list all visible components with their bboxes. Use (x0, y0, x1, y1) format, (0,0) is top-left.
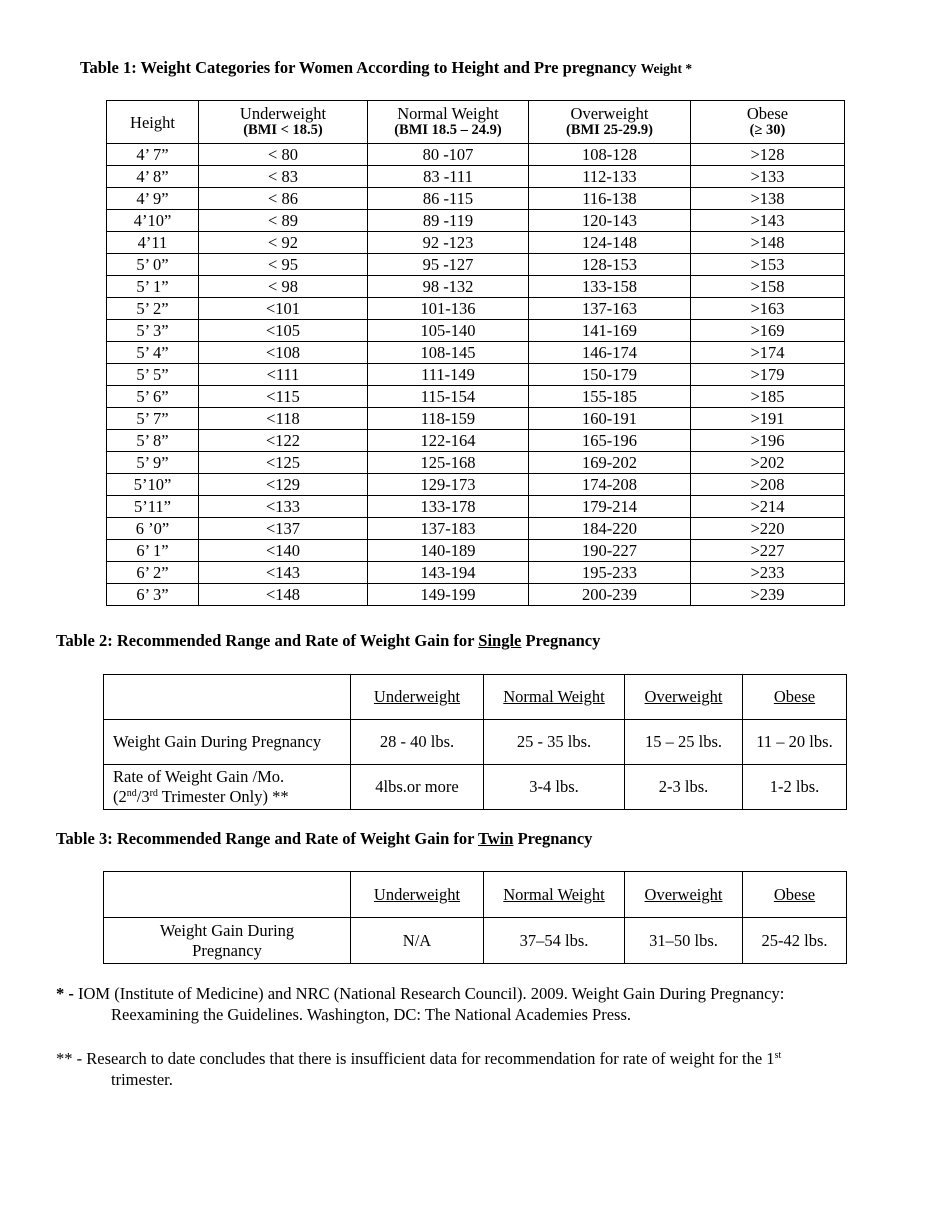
table-cell: <129 (199, 474, 368, 496)
table-cell: 137-183 (368, 518, 529, 540)
table-cell: >179 (691, 364, 845, 386)
table1-header-underweight: Underweight (BMI < 18.5) (199, 101, 368, 144)
table2-cell: 15 – 25 lbs. (625, 720, 743, 765)
table-cell: <122 (199, 430, 368, 452)
table-row (107, 562, 845, 584)
table2-cell: 4lbs.or more (351, 765, 484, 810)
table3-header-underweight: Underweight (351, 872, 484, 918)
footnote-iom (56, 983, 896, 1025)
table3-caption-underlined: Twin (477, 829, 514, 848)
table-cell: 101-136 (368, 298, 529, 320)
footnote-research-line1: ** - Research to date concludes that there is insufficient data for recommendation for rate of weight for the 1 (56, 1049, 775, 1068)
table-cell: 184-220 (529, 518, 691, 540)
table-cell: 143-194 (368, 562, 529, 584)
table-cell: 98 -132 (368, 276, 529, 298)
table-cell: 120-143 (529, 210, 691, 232)
table2-header-obese: Obese (743, 675, 847, 720)
footnote-research-line2: trimester. (111, 1070, 173, 1089)
table2-row-rate (104, 765, 847, 810)
table-cell: 112-133 (529, 166, 691, 188)
table-cell: < 83 (199, 166, 368, 188)
table-cell: <137 (199, 518, 368, 540)
table-row (107, 232, 845, 254)
table-row (107, 188, 845, 210)
table-cell: 165-196 (529, 430, 691, 452)
table-row (107, 364, 845, 386)
table-cell: >174 (691, 342, 845, 364)
table2-cell: 3-4 lbs. (484, 765, 625, 810)
table2-row-weight-gain (104, 720, 847, 765)
table-cell: <140 (199, 540, 368, 562)
table-cell: < 86 (199, 188, 368, 210)
table-cell: 5’11” (107, 496, 199, 518)
table-cell: 160-191 (529, 408, 691, 430)
table-cell: 118-159 (368, 408, 529, 430)
table-cell: <105 (199, 320, 368, 342)
table2-corner-cell (104, 675, 351, 720)
table-cell: 200-239 (529, 584, 691, 606)
single-pregnancy-table (103, 674, 847, 810)
table-cell: <111 (199, 364, 368, 386)
table-cell: >208 (691, 474, 845, 496)
table-cell: <118 (199, 408, 368, 430)
table1-header-overweight: Overweight (BMI 25-29.9) (529, 101, 691, 144)
table-cell: 83 -111 (368, 166, 529, 188)
table-cell: 5’ 6” (107, 386, 199, 408)
footnote-iom-line1: IOM (Institute of Medicine) and NRC (National Research Council). 2009. Weight Gain During Pregnancy: (73, 984, 785, 1003)
table-cell: >227 (691, 540, 845, 562)
table-cell: 105-140 (368, 320, 529, 342)
table-cell: < 95 (199, 254, 368, 276)
table2-header-overweight: Overweight (625, 675, 743, 720)
table1-header-height: Height (107, 101, 199, 144)
table-cell: 5’ 3” (107, 320, 199, 342)
table2-cell: 25 - 35 lbs. (484, 720, 625, 765)
table-cell: >128 (691, 144, 845, 166)
table-cell: 6 ’0” (107, 518, 199, 540)
footnote-research (56, 1048, 896, 1090)
table-cell: < 92 (199, 232, 368, 254)
table3-cell: 37–54 lbs. (484, 918, 625, 964)
table-cell: >233 (691, 562, 845, 584)
table-cell: <148 (199, 584, 368, 606)
table-cell: 4’ 8” (107, 166, 199, 188)
table-row (107, 408, 845, 430)
table-cell: 122-164 (368, 430, 529, 452)
table1-header-normal: Normal Weight (BMI 18.5 – 24.9) (368, 101, 529, 144)
table-cell: 141-169 (529, 320, 691, 342)
table-cell: 195-233 (529, 562, 691, 584)
table-cell: >196 (691, 430, 845, 452)
table-cell: >153 (691, 254, 845, 276)
table-cell: 4’ 9” (107, 188, 199, 210)
weight-categories-table (106, 100, 845, 606)
table-cell: 4’10” (107, 210, 199, 232)
table-cell: 5’ 8” (107, 430, 199, 452)
table-cell: 116-138 (529, 188, 691, 210)
table-cell: <133 (199, 496, 368, 518)
footnote-iom-mark: * - (56, 984, 74, 1003)
table-cell: 86 -115 (368, 188, 529, 210)
table-cell: 124-148 (529, 232, 691, 254)
twin-pregnancy-table (103, 871, 847, 964)
table-cell: 5’ 9” (107, 452, 199, 474)
table2-cell: 28 - 40 lbs. (351, 720, 484, 765)
table-cell: >185 (691, 386, 845, 408)
table-cell: 150-179 (529, 364, 691, 386)
table3-header-overweight: Overweight (625, 872, 743, 918)
table-cell: >163 (691, 298, 845, 320)
table-cell: >191 (691, 408, 845, 430)
table-cell: 115-154 (368, 386, 529, 408)
table1-caption (80, 58, 692, 78)
table-cell: >143 (691, 210, 845, 232)
table-cell: >138 (691, 188, 845, 210)
table-cell: <115 (199, 386, 368, 408)
table-cell: >158 (691, 276, 845, 298)
table-cell: 149-199 (368, 584, 529, 606)
table2-header-underweight: Underweight (351, 675, 484, 720)
table2-caption-post: Pregnancy (521, 631, 601, 650)
table-row (107, 518, 845, 540)
table-cell: 190-227 (529, 540, 691, 562)
table-row (107, 276, 845, 298)
footnote-iom-line2: Reexamining the Guidelines. Washington, DC: The National Academies Press. (111, 1005, 632, 1024)
table2-caption-pre: Table 2: Recommended Range and Rate of Weight Gain for (56, 631, 479, 650)
table2-caption-underlined: Single (478, 631, 522, 650)
table1-header-obese: Obese (≥ 30) (691, 101, 845, 144)
table2-row1-label: Weight Gain During Pregnancy (104, 720, 351, 765)
table-cell: 5’10” (107, 474, 199, 496)
table3-cell: 31–50 lbs. (625, 918, 743, 964)
table2-header-normal: Normal Weight (484, 675, 625, 720)
table1-header-row (107, 101, 845, 144)
table1-caption-main: Table 1: Weight Categories for Women According to Height and Pre pregnancy (80, 58, 637, 77)
table-row (107, 320, 845, 342)
table-cell: 4’ 7” (107, 144, 199, 166)
table-row (107, 474, 845, 496)
table-row (107, 430, 845, 452)
table-cell: 155-185 (529, 386, 691, 408)
table3-corner-cell (104, 872, 351, 918)
table-cell: 128-153 (529, 254, 691, 276)
table-row (107, 540, 845, 562)
table3-row1-label: Weight Gain During Pregnancy (104, 918, 351, 964)
table1-body (107, 144, 845, 606)
table-cell: 89 -119 (368, 210, 529, 232)
table2-caption (56, 631, 600, 651)
table-cell: 179-214 (529, 496, 691, 518)
table2-header-row (104, 675, 847, 720)
table-cell: 5’ 7” (107, 408, 199, 430)
table-cell: 174-208 (529, 474, 691, 496)
table-row (107, 584, 845, 606)
table-cell: 129-173 (368, 474, 529, 496)
table2-cell: 1-2 lbs. (743, 765, 847, 810)
table-cell: 4’11 (107, 232, 199, 254)
table-row (107, 166, 845, 188)
table2-cell: 11 – 20 lbs. (743, 720, 847, 765)
table-cell: >239 (691, 584, 845, 606)
table-cell: 5’ 1” (107, 276, 199, 298)
table3-cell: N/A (351, 918, 484, 964)
table-cell: >169 (691, 320, 845, 342)
table2-row2-label: Rate of Weight Gain /Mo. (2nd/3rd Trimester Only) ** (104, 765, 351, 810)
table-cell: 5’ 4” (107, 342, 199, 364)
table-row (107, 452, 845, 474)
table-row (107, 254, 845, 276)
table-cell: 5’ 0” (107, 254, 199, 276)
footnote-research-sup: st (774, 1050, 782, 1061)
table-row (107, 342, 845, 364)
table-cell: 92 -123 (368, 232, 529, 254)
table3-header-normal: Normal Weight (484, 872, 625, 918)
table-cell: 108-128 (529, 144, 691, 166)
table-cell: >214 (691, 496, 845, 518)
table-cell: 108-145 (368, 342, 529, 364)
table-cell: 169-202 (529, 452, 691, 474)
table-cell: <125 (199, 452, 368, 474)
table-cell: 5’ 5” (107, 364, 199, 386)
table3-caption-post: Pregnancy (513, 829, 593, 848)
table-cell: 146-174 (529, 342, 691, 364)
table-cell: <101 (199, 298, 368, 320)
table-cell: 6’ 2” (107, 562, 199, 584)
table-cell: 6’ 1” (107, 540, 199, 562)
table-cell: 137-163 (529, 298, 691, 320)
table3-header-obese: Obese (743, 872, 847, 918)
table-cell: 95 -127 (368, 254, 529, 276)
table3-caption (56, 829, 592, 849)
table-cell: >202 (691, 452, 845, 474)
table3-header-row (104, 872, 847, 918)
table-row (107, 298, 845, 320)
table-cell: 80 -107 (368, 144, 529, 166)
table-row (107, 386, 845, 408)
table3-row-weight-gain (104, 918, 847, 964)
table-cell: 111-149 (368, 364, 529, 386)
table-cell: < 80 (199, 144, 368, 166)
table-cell: 6’ 3” (107, 584, 199, 606)
table-cell: 140-189 (368, 540, 529, 562)
table1-caption-small: Weight * (640, 61, 693, 76)
table-cell: < 98 (199, 276, 368, 298)
table-cell: >133 (691, 166, 845, 188)
table-cell: >220 (691, 518, 845, 540)
table-row (107, 144, 845, 166)
table3-caption-pre: Table 3: Recommended Range and Rate of Weight Gain for (56, 829, 478, 848)
table3-cell: 25-42 lbs. (743, 918, 847, 964)
table-cell: 133-178 (368, 496, 529, 518)
table-row (107, 210, 845, 232)
table-cell: >148 (691, 232, 845, 254)
table2-cell: 2-3 lbs. (625, 765, 743, 810)
table-cell: 125-168 (368, 452, 529, 474)
table-cell: <108 (199, 342, 368, 364)
table-row (107, 496, 845, 518)
table-cell: 133-158 (529, 276, 691, 298)
table-cell: < 89 (199, 210, 368, 232)
table-cell: <143 (199, 562, 368, 584)
table-cell: 5’ 2” (107, 298, 199, 320)
